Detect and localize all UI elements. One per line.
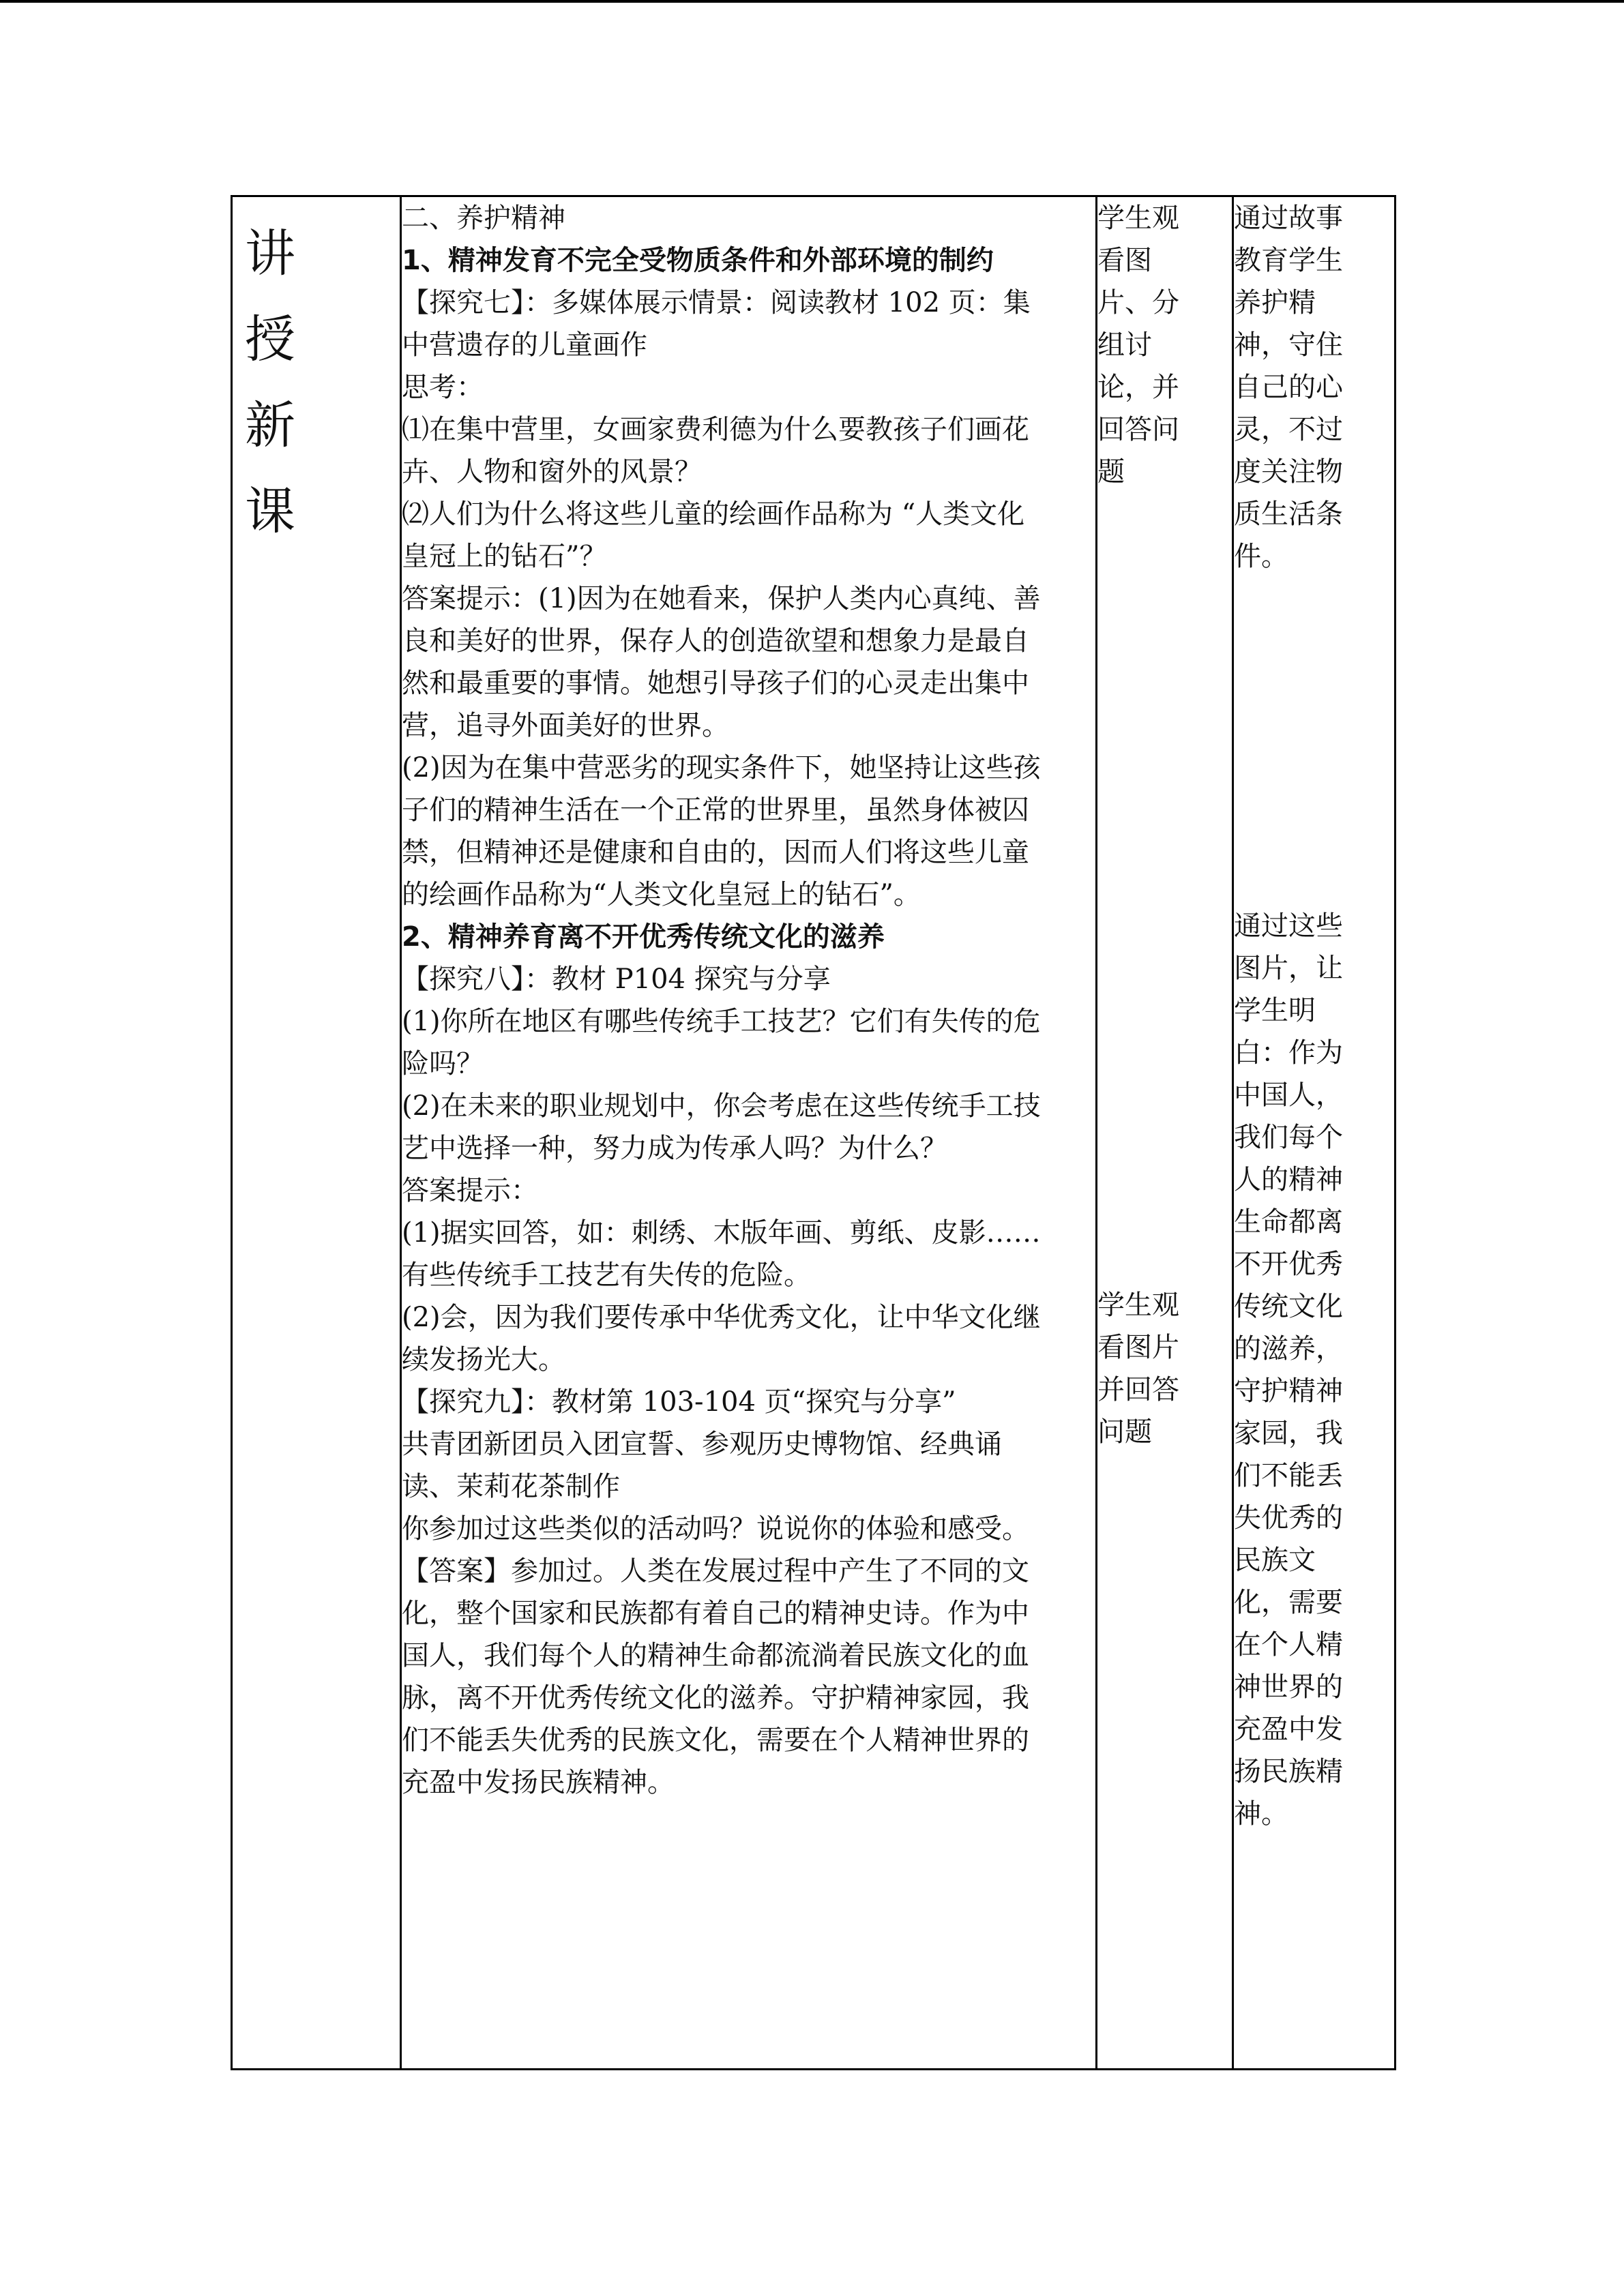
content-line: 良和美好的世界，保存人的创造欲望和想象力是最自 — [402, 625, 1029, 657]
content-line: 2、精神养育离不开优秀传统文化的滋养 — [402, 921, 885, 953]
table-row — [232, 196, 1396, 2070]
content-line: (1)据实回答，如：刺绣、木版年画、剪纸、皮影…… — [402, 1217, 1041, 1249]
student-activity-block-2 — [1097, 1284, 1232, 1453]
lesson-plan-table-wrapper — [231, 195, 1394, 2070]
section-cell — [232, 196, 401, 2070]
content-line: (2)因为在集中营恶劣的现实条件下，她坚持让这些孩 — [402, 752, 1041, 784]
design-intent-line: 失优秀的 — [1234, 1502, 1343, 1534]
design-intent-line: 养护精 — [1234, 287, 1316, 318]
content-line: 读、茉莉花茶制作 — [402, 1471, 620, 1502]
section-title-line-1: 讲 授 — [245, 224, 312, 369]
content-line: 思考： — [402, 372, 484, 403]
content-line: 答案提示： — [402, 1175, 538, 1206]
design-intent-line: 灵，不过 — [1234, 414, 1343, 445]
student-activity-line: 回答问 — [1097, 414, 1179, 445]
content-line: 然和最重要的事情。她想引导孩子们的心灵走出集中 — [402, 668, 1029, 699]
design-intent-cell — [1233, 196, 1396, 2070]
student-activity-line: 组讨 — [1097, 329, 1152, 361]
content-line: 1、精神发育不完全受物质条件和外部环境的制约 — [402, 245, 994, 276]
student-activity-line: 问题 — [1097, 1416, 1152, 1448]
design-intent-line: 度关注物 — [1234, 456, 1343, 488]
design-intent-line: 神世界的 — [1234, 1671, 1343, 1703]
content-line: 【探究七】：多媒体展示情景：阅读教材 102 页：集 — [402, 287, 1031, 318]
design-intent-line: 质生活条 — [1234, 498, 1343, 530]
content-line: 们不能丢失优秀的民族文化，需要在个人精神世界的 — [402, 1725, 1029, 1756]
content-line: 艺中选择一种，努力成为传承人吗？为什么？ — [402, 1133, 947, 1164]
design-intent-line: 学生明 — [1234, 995, 1316, 1026]
student-activity-block-1 — [1097, 197, 1232, 493]
design-intent-line: 人的精神 — [1234, 1164, 1343, 1195]
design-intent-line: 白：作为 — [1234, 1037, 1343, 1069]
content-line: (1)你所在地区有哪些传统手工技艺？它们有失传的危 — [402, 1006, 1041, 1037]
page-top-border — [0, 0, 1624, 3]
content-line: 皇冠上的钻石”？ — [402, 541, 607, 572]
design-intent-line: 神。 — [1234, 1798, 1288, 1830]
content-line: 子们的精神生活在一个正常的世界里，虽然身体被囚 — [402, 794, 1029, 826]
content-line: 充盈中发扬民族精神。 — [402, 1767, 675, 1798]
content-line: 【答案】参加过。人类在发展过程中产生了不同的文 — [402, 1555, 1029, 1587]
content-line: 中营遗存的儿童画作 — [402, 329, 647, 361]
content-line: 答案提示：(1)因为在她看来，保护人类内心真纯、善 — [402, 583, 1041, 614]
design-intent-line: 教育学生 — [1234, 245, 1343, 276]
student-activity-line: 看图 — [1097, 245, 1152, 276]
content-line: 国人，我们每个人的精神生命都流淌着民族文化的血 — [402, 1640, 1029, 1671]
design-intent-line: 的滋养， — [1234, 1333, 1343, 1365]
student-activity-line: 看图片 — [1097, 1332, 1179, 1363]
design-intent-line: 我们每个 — [1234, 1122, 1343, 1153]
content-line: 续发扬光大。 — [402, 1344, 565, 1375]
student-activity-line: 片、分 — [1097, 287, 1179, 318]
design-intent-line: 化，需要 — [1234, 1587, 1343, 1618]
content-line: 【探究八】：教材 P104 探究与分享 — [402, 964, 831, 995]
content-line: 化，整个国家和民族都有着自己的精神史诗。作为中 — [402, 1598, 1029, 1629]
teaching-content — [402, 197, 1095, 1804]
content-line: 共青团新团员入团宣誓、参观历史博物馆、经典诵 — [402, 1429, 1002, 1460]
content-line: 险吗？ — [402, 1048, 484, 1079]
content-line: 脉，离不开优秀传统文化的滋养。守护精神家园，我 — [402, 1682, 1029, 1714]
student-activity-line: 学生观 — [1097, 203, 1179, 234]
student-activity-cell — [1097, 196, 1233, 2070]
section-title-line-2: 新 课 — [245, 396, 312, 541]
lesson-plan-table — [231, 195, 1396, 2070]
design-intent-block-2 — [1234, 905, 1394, 1835]
content-line: (2)在未来的职业规划中，你会考虑在这些传统手工技 — [402, 1090, 1041, 1122]
student-activity-line: 并回答 — [1097, 1374, 1179, 1405]
design-intent-line: 通过故事 — [1234, 203, 1343, 234]
design-intent-line: 们不能丢 — [1234, 1460, 1343, 1491]
content-line: 营，追寻外面美好的世界。 — [402, 710, 729, 741]
design-intent-line: 守护精神 — [1234, 1375, 1343, 1407]
content-line: 二、养护精神 — [402, 203, 565, 234]
section-title — [233, 197, 400, 554]
design-intent-line: 在个人精 — [1234, 1629, 1343, 1660]
content-line: 的绘画作品称为“人类文化皇冠上的钻石”。 — [402, 879, 921, 910]
design-intent-line: 生命都离 — [1234, 1206, 1343, 1238]
design-intent-line: 家园，我 — [1234, 1418, 1343, 1449]
design-intent-line: 件。 — [1234, 541, 1288, 572]
design-intent-line: 充盈中发 — [1234, 1714, 1343, 1745]
content-line: 【探究九】：教材第 103-104 页“探究与分享” — [402, 1386, 956, 1418]
design-intent-block-1 — [1234, 197, 1394, 578]
content-line: 你参加过这些类似的活动吗？说说你的体验和感受。 — [402, 1513, 1029, 1545]
content-line: ⑵人们为什么将这些儿童的绘画作品称为 “人类文化 — [402, 498, 1025, 530]
design-intent-line: 不开优秀 — [1234, 1249, 1343, 1280]
student-activity-line: 学生观 — [1097, 1289, 1179, 1321]
content-line: 禁，但精神还是健康和自由的，因而人们将这些儿童 — [402, 837, 1029, 868]
content-line: 有些传统手工技艺有失传的危险。 — [402, 1259, 811, 1291]
design-intent-line: 通过这些 — [1234, 910, 1343, 942]
design-intent-line: 中国人， — [1234, 1079, 1343, 1111]
design-intent-line: 扬民族精 — [1234, 1756, 1343, 1787]
design-intent-line: 传统文化 — [1234, 1291, 1343, 1322]
design-intent-line: 自己的心 — [1234, 372, 1343, 403]
design-intent-line: 神，守住 — [1234, 329, 1343, 361]
content-line: 卉、人物和窗外的风景？ — [402, 456, 702, 488]
student-activity-line: 题 — [1097, 456, 1125, 488]
content-line: (2)会，因为我们要传承中华优秀文化，让中华文化继 — [402, 1302, 1041, 1333]
content-line: ⑴在集中营里，女画家费利德为什么要教孩子们画花 — [402, 414, 1029, 445]
student-activity-line: 论，并 — [1097, 372, 1179, 403]
design-intent-line: 图片，让 — [1234, 953, 1343, 984]
design-intent-line: 民族文 — [1234, 1545, 1316, 1576]
teaching-content-cell — [401, 196, 1097, 2070]
